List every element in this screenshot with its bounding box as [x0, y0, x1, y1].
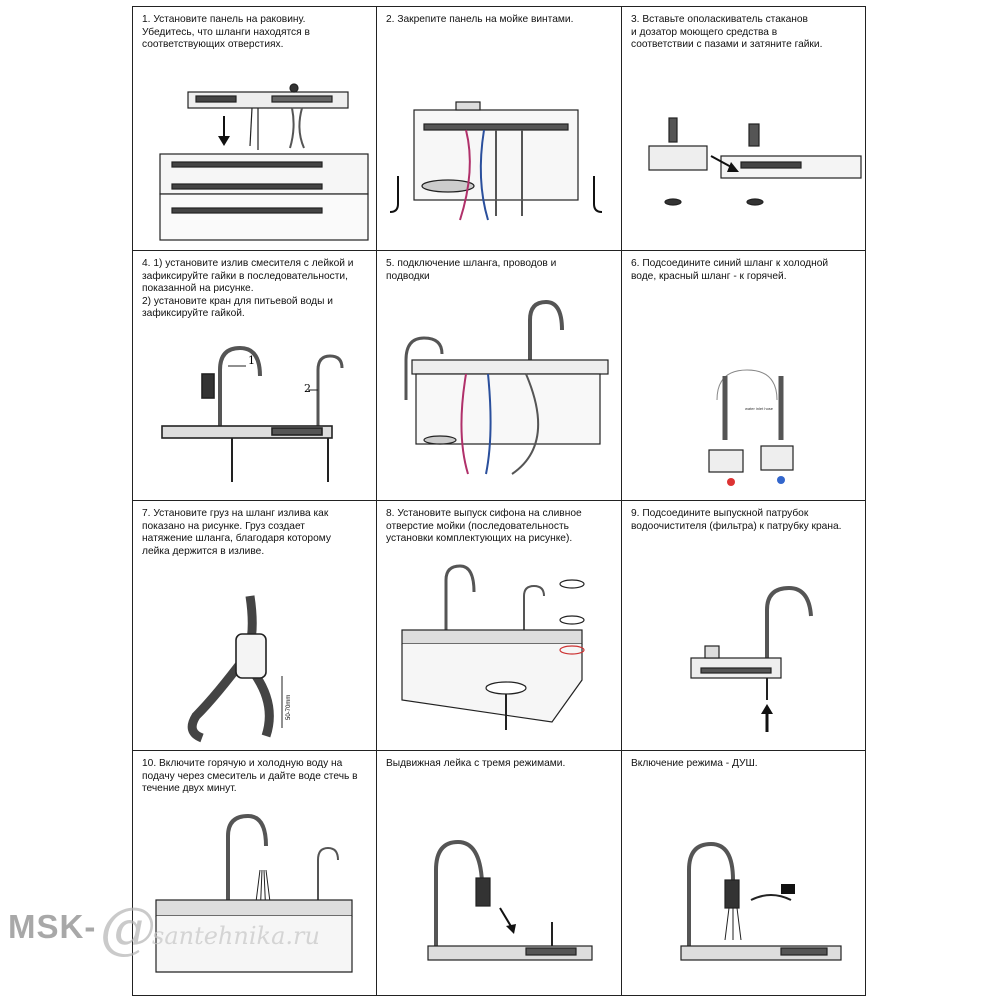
arrow-up-icon	[761, 704, 773, 732]
valve-connection-illustration	[621, 250, 865, 500]
panel-mount-illustration	[132, 6, 376, 250]
step-3-caption: 3. Вставьте ополаскиватель стаканов и дозатор моющего средства в соответствии с пазами и затяните гайки.	[631, 14, 823, 51]
step-6-caption: 6. Подсоедините синий шланг к холодной воде, красный шланг - к горячей.	[631, 258, 829, 282]
arrow-down-icon	[500, 908, 516, 934]
step-7-cell	[132, 500, 376, 750]
step-9-caption: 9. Подсоедините выпускной патрубок водоочистителя (фильтра) к патрубку крана.	[631, 508, 842, 532]
shower-mode-illustration	[621, 750, 865, 995]
hose-connection-illustration	[376, 250, 621, 500]
sprayer-modes-cell	[376, 750, 621, 995]
step-10-caption: 10. Включите горячую и холодную воду на подачу через смеситель и дайте воде стечь в течение двух минут.	[142, 758, 358, 795]
shower-mode-caption: Включение режима - ДУШ.	[631, 758, 758, 769]
step-1-caption: 1. Установите панель на раковину. Убедитесь, что шланги находятся в соответствующих отверстиях.	[142, 14, 310, 51]
step-7-caption: 7. Установите груз на шланг излива как показано на рисунке. Груз создает натяжение шланга, благодаря которому лейка держится в изливе.	[142, 508, 331, 557]
dispenser-insert-illustration	[621, 6, 865, 250]
step-5-caption: 5. подключение шланга, проводов и подводки	[386, 258, 557, 282]
step-9-cell	[621, 500, 865, 750]
instruction-grid	[132, 6, 866, 996]
step-4-caption: 4. 1) установите излив смесителя с лейкой и зафиксируйте гайки в последовательности, показанной на рисунке. 2) установите кран для питьевой воды и зафиксируйте гайкой.	[142, 258, 354, 320]
step-6-cell	[621, 250, 865, 500]
watermark-at-sign: @	[100, 896, 156, 961]
water-flow-illustration	[132, 750, 376, 995]
drain-install-illustration	[376, 500, 621, 750]
faucet-label-2: 2	[304, 382, 311, 395]
grid-line	[132, 995, 866, 996]
screw-fixing-illustration	[376, 6, 621, 250]
pull-out-sprayer-illustration	[376, 750, 621, 995]
sprayer-modes-caption: Выдвижная лейка с тремя режимами.	[386, 758, 566, 769]
step-5-cell	[376, 250, 621, 500]
faucet-label-1: 1	[248, 354, 255, 367]
step-3-cell	[621, 6, 865, 250]
step-8-caption: 8. Установите выпуск сифона на сливное отверстие мойки (последовательность установки комплектующих на рисунке).	[386, 508, 582, 545]
step-2-caption: 2. Закрепите панель на мойке винтами.	[386, 14, 574, 25]
step-1-cell	[132, 6, 376, 250]
step-8-cell	[376, 500, 621, 750]
grid-line	[865, 6, 866, 996]
step-10-cell	[132, 750, 376, 995]
hand-press-icon	[781, 884, 795, 894]
step-2-cell	[376, 6, 621, 250]
step-4-cell	[132, 250, 376, 500]
filter-connect-illustration	[621, 500, 865, 750]
weight-distance-label: 50-70mm	[286, 694, 292, 720]
hose-tag-label: water inlet hose	[745, 406, 774, 411]
shower-mode-cell	[621, 750, 865, 995]
arrow-down-icon	[218, 116, 230, 146]
hose-weight-illustration	[132, 500, 376, 750]
faucet-install-illustration	[132, 250, 376, 500]
watermark-brand: MSK-	[8, 908, 97, 945]
watermark-domain: santehnika.ru	[152, 922, 320, 950]
